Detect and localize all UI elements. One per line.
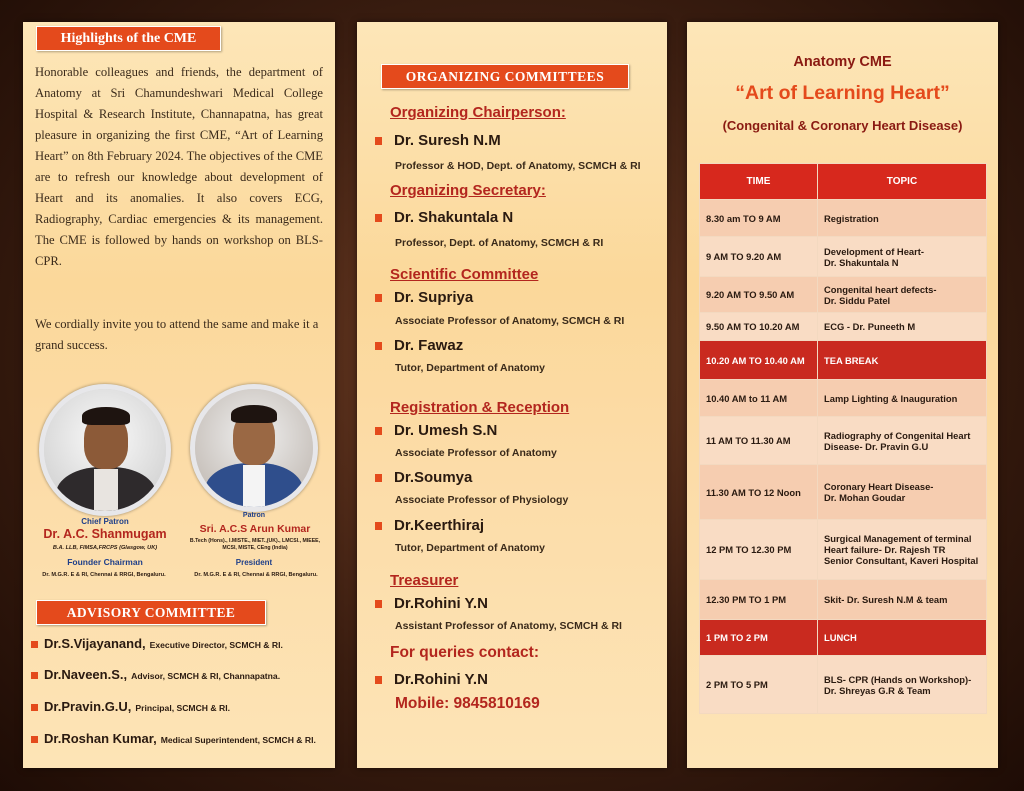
bullet-icon (31, 672, 38, 679)
bullet-icon (375, 342, 382, 350)
secretary-title: Organizing Secretary: (390, 182, 546, 199)
chief-patron-affil: Dr. M.G.R. E & RI, Chennai & RRGI, Bengaluru. (42, 572, 166, 578)
registration-member-role: Associate Professor of Physiology (395, 494, 569, 506)
bullet-icon (31, 736, 38, 743)
patron-affil: Dr. M.G.R. E & RI, Chennai & RRGI, Bengaluru. (194, 572, 318, 578)
scientific-member-name: Dr. Fawaz (375, 337, 463, 354)
scientific-title: Scientific Committee (390, 266, 539, 283)
bullet-icon (31, 641, 38, 648)
committees-heading: ORGANIZING COMMITTEES (381, 64, 629, 89)
panel-schedule (687, 22, 998, 768)
event-title: “Art of Learning Heart” (735, 82, 950, 104)
chairperson-title: Organizing Chairperson: (390, 104, 566, 121)
registration-member-name: Dr. Umesh S.N (375, 422, 497, 439)
bullet-icon (375, 427, 382, 435)
time-column-header: TIME (700, 164, 818, 200)
advisory-item: Dr.S.Vijayanand, Executive Director, SCMCH & RI. (31, 636, 283, 651)
treasurer-title: Treasurer (390, 572, 459, 589)
scientific-member-name: Dr. Supriya (375, 289, 473, 306)
secretary-role: Professor, Dept. of Anatomy, SCMCH & RI (395, 237, 604, 249)
schedule-row-lunch: 1 PM TO 2 PM LUNCH (700, 620, 987, 656)
schedule-table (699, 163, 987, 714)
bullet-icon (375, 474, 382, 482)
bullet-icon (375, 214, 382, 222)
advisory-item: Dr.Roshan Kumar, Medical Superintendent, SCMCH & RI. (31, 731, 316, 746)
registration-member-role: Tutor, Department of Anatomy (395, 542, 545, 554)
contact-title: For queries contact: (390, 644, 539, 661)
patron-photo (190, 384, 318, 512)
chief-patron-name: Dr. A.C. Shanmugam (43, 527, 167, 541)
treasurer-role: Assistant Professor of Anatomy, SCMCH & RI (395, 620, 622, 632)
schedule-header-row (700, 164, 987, 200)
schedule-row: 2 PM TO 5 PM BLS- CPR (Hands on Workshop)- Dr. Shreyas G.R & Team (700, 656, 987, 714)
event-label: Anatomy CME (793, 54, 892, 70)
patron-role: President (235, 558, 273, 567)
schedule-row: 9.50 AM TO 10.20 AM ECG - Dr. Puneeth M (700, 313, 987, 341)
schedule-row: 8.30 am TO 9 AM Registration (700, 200, 987, 237)
schedule-row: 10.40 AM to 11 AM Lamp Lighting & Inauguration (700, 380, 987, 417)
event-subtitle: (Congenital & Coronary Heart Disease) (722, 118, 963, 133)
highlights-heading: Highlights of the CME (36, 26, 221, 51)
bullet-icon (375, 137, 382, 145)
schedule-row: 12.30 PM TO 1 PM Skit- Dr. Suresh N.M & team (700, 580, 987, 620)
chairperson-role: Professor & HOD, Dept. of Anatomy, SCMCH & RI (395, 160, 641, 172)
schedule-row: 9 AM TO 9.20 AM Development of Heart- Dr. Shakuntala N (700, 237, 987, 277)
panel-committees (357, 22, 667, 768)
registration-title: Registration & Reception (390, 399, 570, 416)
registration-member-name: Dr.Keerthiraj (375, 517, 484, 534)
bullet-icon (375, 600, 382, 608)
contact-name: Dr.Rohini Y.N (375, 671, 488, 688)
chief-patron-quals: B.A. LLB, FIMSA,FRCPS (Glasgow, UK) (52, 545, 158, 551)
schedule-row: 11.30 AM TO 12 Noon Coronary Heart Disease- Dr. Mohan Goudar (700, 465, 987, 520)
scientific-member-role: Tutor, Department of Anatomy (395, 362, 545, 374)
advisory-item: Dr.Pravin.G.U, Principal, SCMCH & RI. (31, 699, 230, 714)
secretary-name: Dr. Shakuntala N (375, 209, 513, 226)
schedule-row: 11 AM TO 11.30 AM Radiography of Congenital Heart Disease- Dr. Pravin G.U (700, 417, 987, 465)
bullet-icon (375, 294, 382, 302)
bullet-icon (375, 676, 382, 684)
bullet-icon (31, 704, 38, 711)
invite-paragraph: We cordially invite you to attend the same and make it a grand success. (35, 317, 319, 352)
contact-mobile: Mobile: 9845810169 (395, 695, 540, 712)
chief-patron-label: Chief Patron (81, 517, 129, 526)
patron-quals: B.Tech (Hons)., I.MISTE., MIET.,(UK)., LMCSI., MIEEE, MCSI, MISTE, CEng (India) (189, 538, 321, 551)
patron-name: Sri. A.C.S Arun Kumar (199, 523, 311, 535)
chief-patron-role: Founder Chairman (67, 557, 143, 567)
patron-label: Patron (242, 512, 266, 519)
scientific-member-role: Associate Professor of Anatomy, SCMCH & RI (395, 315, 625, 327)
topic-column-header: TOPIC (818, 164, 987, 200)
registration-member-role: Associate Professor of Anatomy (395, 447, 557, 459)
chairperson-name: Dr. Suresh N.M (375, 132, 501, 149)
bullet-icon (375, 522, 382, 530)
advisory-heading: ADVISORY COMMITTEE (36, 600, 266, 625)
panel-highlights (23, 22, 335, 768)
registration-member-name: Dr.Soumya (375, 469, 472, 486)
schedule-row-tea-break: 10.20 AM TO 10.40 AM TEA BREAK (700, 341, 987, 380)
treasurer-name: Dr.Rohini Y.N (375, 595, 488, 612)
advisory-item: Dr.Naveen.S., Advisor, SCMCH & RI, Channapatna. (31, 667, 280, 682)
intro-paragraph: Honorable colleagues and friends, the department of Anatomy at Sri Chamundeshwari Medical College Hospital & Research Institute, Channapatna, has great pleasure in organizing the first CME, “Art of Learning Heart” on 8th February 2024. The objectives of the CME are to refresh our knowledge about development of Heart and its anomalies. It also covers ECG, Radiography, Cardiac emergencies & its management. The CME is followed by hands on workshop on BLS- CPR. (35, 65, 323, 268)
chief-patron-photo (39, 384, 171, 516)
schedule-row: 9.20 AM TO 9.50 AM Congenital heart defects- Dr. Siddu Patel (700, 277, 987, 313)
schedule-row: 12 PM TO 12.30 PM Surgical Management of terminal Heart failure- Dr. Rajesh TR Senior Consultant, Kaveri Hospital (700, 520, 987, 580)
